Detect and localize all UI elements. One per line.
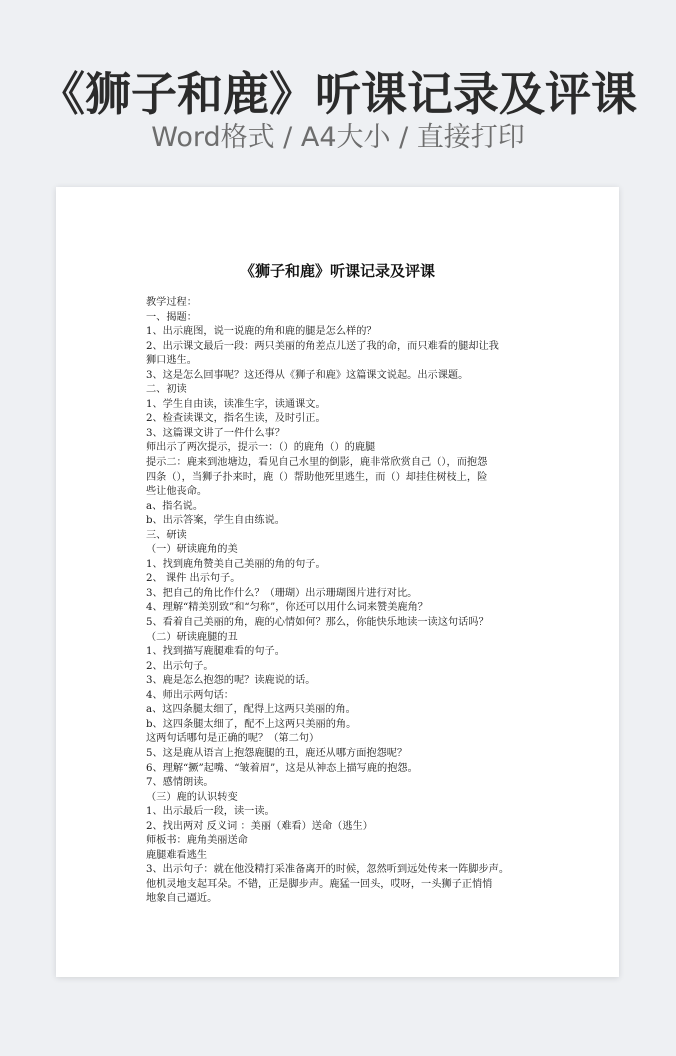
document-body [146, 296, 546, 907]
document-line: 4、理解“精美别致”和“匀称”，你还可以用什么词来赞美鹿角？ [146, 602, 428, 614]
document-line: 这两句话哪句是正确的呢？（第二句） [146, 733, 320, 745]
document-line: 狮口逃生。 [146, 355, 197, 367]
document-line: 6、理解“撅”起嘴、“皱着眉”，这是从神态上描写鹿的抱怨。 [146, 762, 418, 774]
document-line: 2、 课件 出示句子。 [146, 573, 241, 585]
document-line: 5、看着自己美丽的角，鹿的心情如何？那么，你能快乐地读一读这句话吗？ [146, 617, 489, 629]
document-line: 二、初读 [146, 384, 187, 396]
document-line: 1、找到描写鹿腿难看的句子。 [146, 646, 285, 658]
document-line: 2、找出两对 反义词 ：美丽（难看）送命（逃生） [146, 820, 373, 832]
document-line: 三、研读 [146, 529, 187, 541]
document-line: （三）鹿的认识转变 [146, 791, 238, 803]
document-line: b、这四条腿太细了，配不上这两只美丽的角。 [146, 718, 357, 730]
document-line: （一）研读鹿角的美 [146, 544, 238, 556]
document-line: 师板书：鹿角美丽送命 [146, 835, 248, 847]
document-line: a、这四条腿太细了，配得上这两只美丽的角。 [146, 704, 356, 716]
document-line: 鹿腿难看逃生 [146, 849, 208, 861]
document-line: 3、出示句子：就在他没精打采准备离开的时候，忽然听到远处传来一阵脚步声。 [146, 864, 510, 876]
document-line: b、出示答案，学生自由练说。 [146, 515, 285, 527]
document-line: （二）研读鹿腿的丑 [146, 631, 238, 643]
banner-title: 《狮子和鹿》听课记录及评课 [39, 67, 637, 121]
document-line: 3、这是怎么回事呢？这还得从《狮子和鹿》这篇课文说起。出示课题。 [146, 369, 469, 381]
document-title: 《狮子和鹿》听课记录及评课 [239, 262, 435, 280]
document-line: 1、出示鹿图，说一说鹿的角和鹿的腿是怎么样的？ [146, 326, 377, 338]
document-line: 教学过程： [146, 297, 197, 308]
document-line: 5、这是鹿从语言上抱怨鹿腿的丑，鹿还从哪方面抱怨呢？ [146, 747, 408, 759]
banner-subtitle: Word格式 / A4大小 / 直接打印 [151, 122, 525, 153]
document-line: 2、出示课文最后一段：两只美丽的角差点儿送了我的命，而只难看的腿却让我 [146, 340, 499, 352]
document-line: 他机灵地支起耳朵。不错，正是脚步声。鹿猛一回头，哎呀，一头狮子正悄悄 [146, 878, 493, 890]
document-line: 些让他丧命。 [146, 486, 208, 498]
document-line: 师出示了两次提示，提示一：（）的鹿角（）的鹿腿 [146, 442, 376, 454]
document-line: a、指名说。 [146, 500, 204, 512]
document-line: 3、这篇课文讲了一件什么事？ [146, 427, 285, 439]
document-line: 2、出示句子。 [146, 660, 214, 672]
document-line: 3、鹿是怎么抱怨的呢？读鹿说的话。 [146, 675, 316, 687]
document-line: 1、找到鹿角赞美自己美丽的角的句子。 [146, 558, 326, 570]
document-line: 提示二：鹿来到池塘边，看见自己水里的倒影，鹿非常欣赏自己（），而抱怨 [146, 457, 488, 469]
document-line: 4、师出示两句话： [146, 689, 234, 701]
document-page [56, 187, 619, 977]
document-line: 2、检查读课文，指名生读，及时引正。 [146, 413, 326, 425]
document-line: 3、把自己的角比作什么？（珊瑚）出示珊瑚图片进行对比。 [146, 587, 418, 599]
document-line: 地象自己逼近。 [146, 893, 218, 905]
document-line: 7、感情朗读。 [146, 777, 214, 789]
document-line: 一、揭题： [146, 311, 197, 323]
document-line: 四条（），当狮子扑来时，鹿（）帮助他死里逃生，而（）却挂住树枝上，险 [146, 471, 488, 483]
document-line: 1、学生自由读，读准生字，读通课文。 [146, 398, 326, 410]
document-line: 1、出示最后一段，读一读。 [146, 806, 275, 818]
